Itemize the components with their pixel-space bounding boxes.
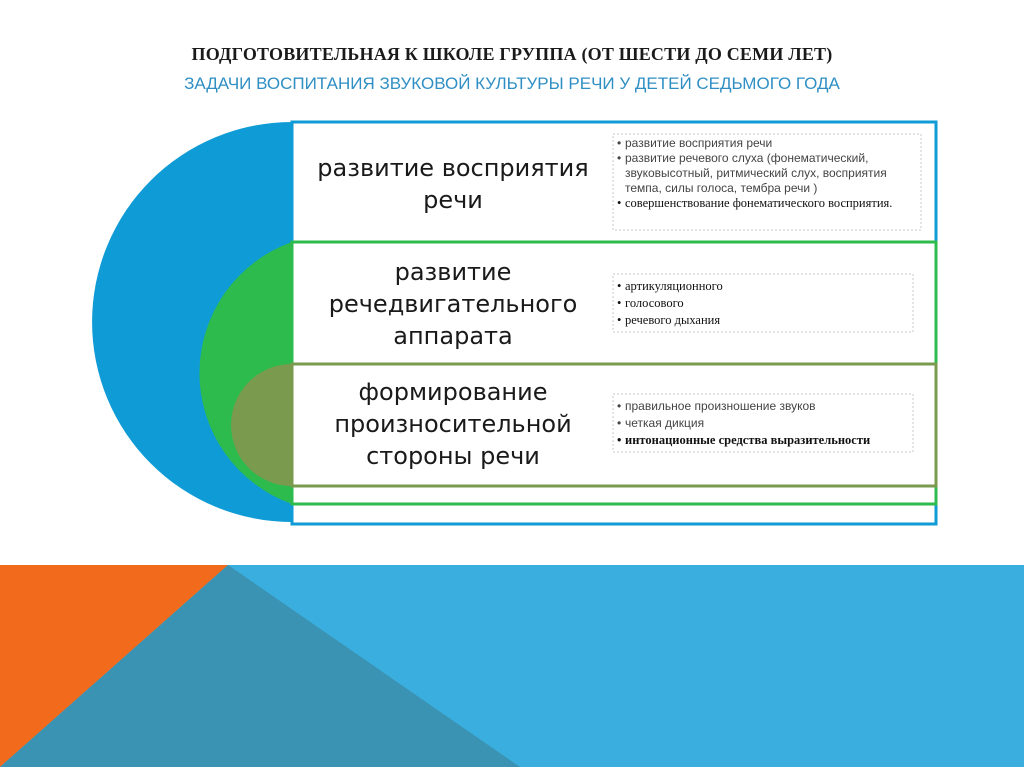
row-1-bullet-list xyxy=(617,136,919,211)
list-item: • совершенствование фонематического восприятия. xyxy=(617,196,919,211)
row-1-label-line: развитие восприятия xyxy=(317,154,589,182)
list-item: • правильное произношение звуков xyxy=(617,398,911,415)
row-2-label-line: развитие xyxy=(394,258,512,286)
list-item: • речевого дыхания xyxy=(617,312,911,329)
row-3-label-line: произносительной xyxy=(334,410,572,438)
row-3-label xyxy=(295,370,611,478)
row-3-bullet-list xyxy=(617,398,911,449)
list-item: • артикуляционного xyxy=(617,278,911,295)
slide-title: ПОДГОТОВИТЕЛЬНАЯ К ШКОЛЕ ГРУППА (ОТ ШЕСТИ ДО СЕМИ ЛЕТ) xyxy=(191,44,833,64)
list-item: • голосового xyxy=(617,295,911,312)
row-1-label xyxy=(295,138,611,230)
row-3-label-line: формирование xyxy=(358,378,548,406)
row-1-label-line: речи xyxy=(423,186,483,214)
list-item: • развитие восприятия речи xyxy=(617,136,919,151)
list-item: • четкая дикция xyxy=(617,415,911,432)
list-item: • развитие речевого слуха (фонематический, звуковысотный, ритмический слух, восприятия темпа, силы голоса, тембра речи ) xyxy=(617,151,919,196)
slide-subtitle: ЗАДАЧИ ВОСПИТАНИЯ ЗВУКОВОЙ КУЛЬТУРЫ РЕЧИ У ДЕТЕЙ СЕДЬМОГО ГОДА xyxy=(184,74,840,93)
row-2-label xyxy=(295,250,611,358)
row-2-label-line: речедвигательного xyxy=(328,290,578,318)
list-item: • интонационные средства выразительности xyxy=(617,432,911,449)
row-2-bullet-list xyxy=(617,278,911,329)
row-3-label-line: стороны речи xyxy=(366,442,540,470)
row-2-label-line: аппарата xyxy=(393,322,513,350)
